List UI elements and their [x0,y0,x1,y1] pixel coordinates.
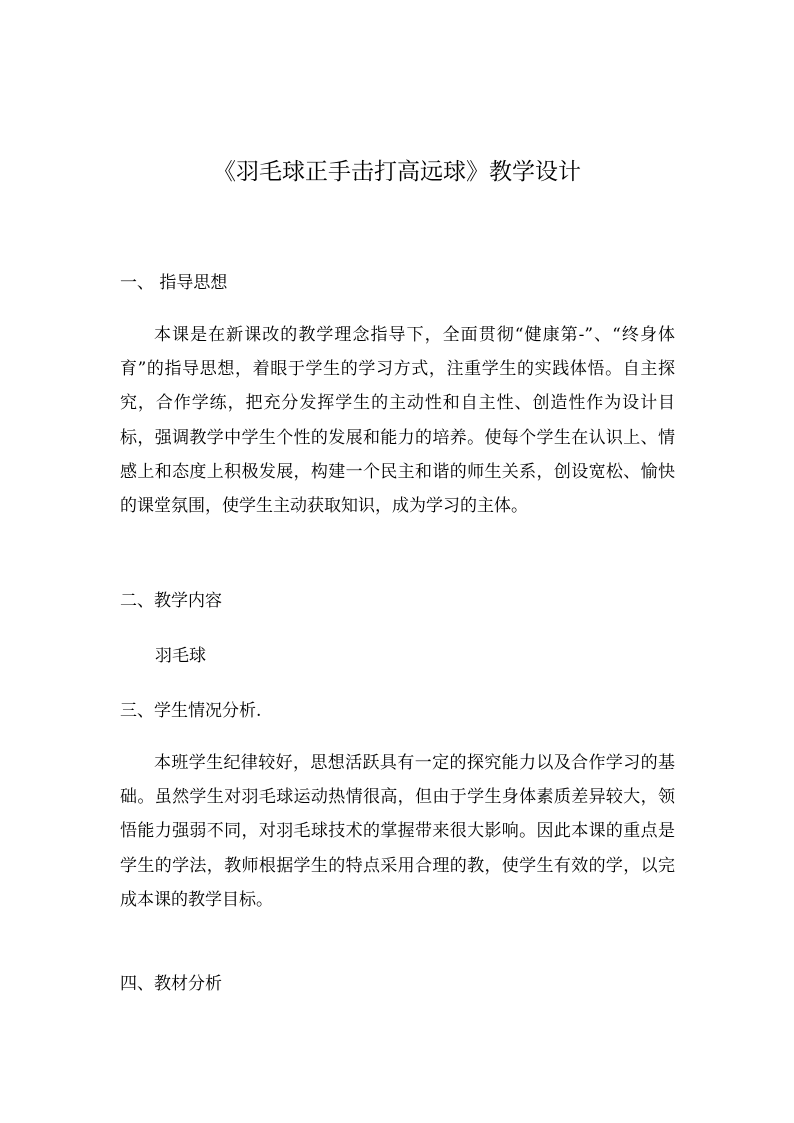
section-paragraph-student-analysis: 本班学生纪律较好，思想活跃具有一定的探究能力以及合作学习的基础。虽然学生对羽毛球运动热情很高，但由于学生身体素质差异较大，领悟能力强弱不同，对羽毛球技术的掌握带来很大影响。因此本课的重点是学生的学法，教师根据学生的特点采用合理的教，使学生有效的学，以完成本课的教学目标。 [120,753,675,910]
section-heading-guiding-ideology: 一、 指导思想 [120,273,228,293]
section-heading-student-analysis: 三、学生情况分析. [120,701,262,721]
section-content-teaching-content: 羽毛球 [155,646,206,666]
section-heading-material-analysis: 四、教材分析 [120,974,222,994]
section-paragraph-guiding-ideology: 本课是在新课改的教学理念指导下，全面贯彻“健康第-”、“终身体育”的指导思想，着眼于学生的学习方式，注重学生的实践体悟。自主探究，合作学练，把充分发挥学生的主动性和自主性、创造性作为设计目标，强调教学中学生个性的发展和能力的培养。使每个学生在认识上、情感上和态度上积极发展，构建一个民主和谐的师生关系，创设宽松、愉快的课堂氛围，使学生主动获取知识，成为学习的主体。 [120,325,675,517]
document-title: 《羽毛球正手击打高远球》教学设计 [213,159,581,185]
section-heading-teaching-content: 二、教学内容 [120,591,222,611]
